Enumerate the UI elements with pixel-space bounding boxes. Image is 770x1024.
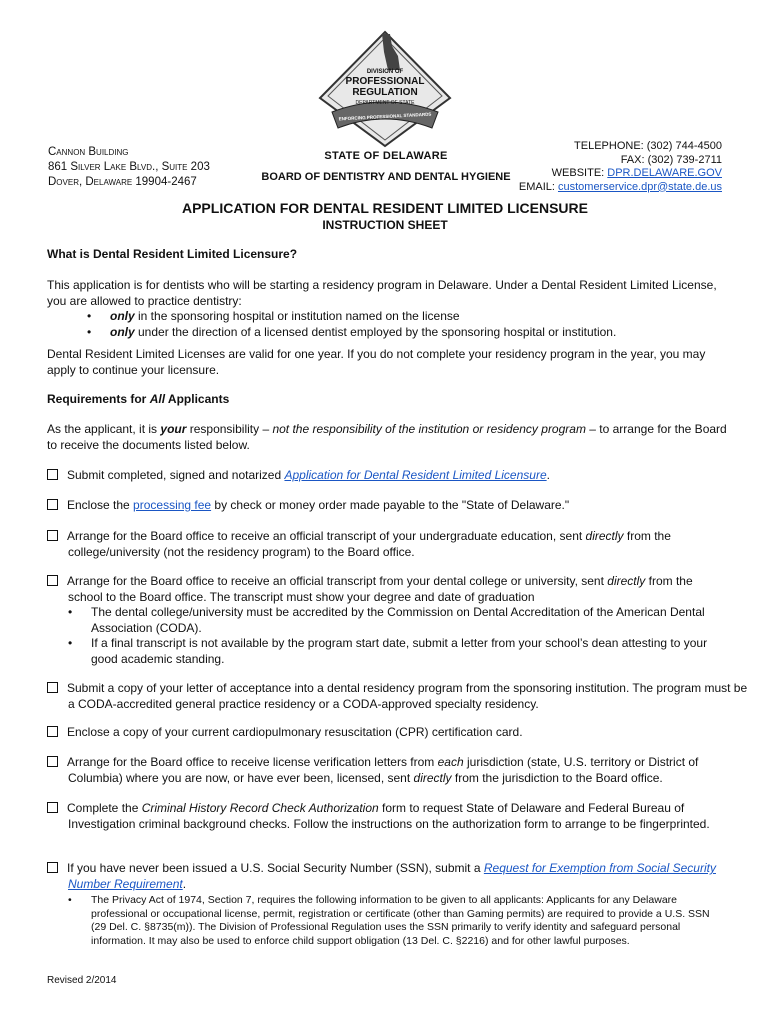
checklist-item-dental-transcript: Arrange for the Board office to receive an official transcript from your dental college or university, sent directly from the school to the Board office. The transcript must show your degree and date of graduation • The dental college/university must be accredited by the Commission on Dental Accreditation of the American Dental Association (CODA). • If a final transcript is not available by the program start date, submit a letter from your school’s dean attesting to your good academic standing. [47,574,727,667]
seal-banner-text: ENFORCING PROFESSIONAL STANDARDS [338,111,432,122]
checkbox[interactable] [47,862,58,873]
email-label: EMAIL: [518,180,558,193]
website-link[interactable]: DPR.DELAWARE.GOV [607,167,722,179]
email-link[interactable]: customerservice.dpr@state.de.us [557,180,722,193]
board-heading: BOARD OF DENTISTRY AND DENTAL HYGIENE [261,171,511,183]
list-item: • If a final transcript is not available by the program start date, submit a letter from your school’s dean attesting to your good academic standing. [68,636,727,667]
validity-section [47,347,727,378]
contact-info [519,140,722,194]
intro-text: This application is for dentists who will be starting a residency program in Delaware. Under a Dental Resident Limited License, you are allowed to practice dentistry: [47,278,717,308]
privacy-act-note [47,894,727,948]
telephone: TELEPHONE: (302) 744-4500 [574,140,722,152]
page-title: APPLICATION FOR DENTAL RESIDENT LIMITED LICENSURE [181,200,588,216]
licensure-question [47,247,727,263]
list-item: • The dental college/university must be accredited by the Commission on Dental Accreditation of the American Dental Association (CODA). [68,605,727,636]
checkbox[interactable] [47,726,58,737]
responsibility-text: As the applicant, it is your responsibility – not the responsibility of the institution or residency program – to arrange for the Board to receive the documents listed below. [47,422,727,452]
checklist-item-ssn: If you have never been issued a U.S. Social Security Number (SSN), submit a Request for Exemption from Social Security Number Requirement. • The Privacy Act of 1974, Section 7, requires the following information to be given to all applicants: Applicants for any Delaware professional or occupational license, permit, registration or certificate (other than Gaming permits) are required to provide a U.S. SSN (29 Del. C. §8735(m)). The Division of Professional Regulation uses the SSN primarily to verify identity and safeguard personal information. It may also be used to enforce child support obligation (13 Del. C. §2216) and for other lawful purposes. [47,861,727,948]
address-line-1: Cannon Building [48,146,129,158]
question-heading: What is Dental Resident Limited Licensure? [47,247,298,261]
requirements-heading: Requirements for All Applicants [47,392,230,406]
list-item: • only in the sponsoring hospital or institution named on the license [87,309,727,325]
checklist-item-fee: Enclose the processing fee by check or money order made payable to the "State of Delaware." [47,498,748,514]
state-heading: STATE OF DELAWARE [324,150,448,162]
seal-regulation-text: REGULATION [352,87,418,98]
checkbox[interactable] [47,469,58,480]
practice-bullets [47,309,727,340]
checklist-item-acceptance-letter: Submit a copy of your letter of acceptance into a dental residency program from the sponsoring institution. The program must be a CODA-accredited general practice residency or a CODA-approved specialty residency. [47,681,748,712]
address-line-3: Dover, Delaware 19904-2467 [48,176,197,188]
checklist-item-application: Submit completed, signed and notarized Application for Dental Resident Limited Licensure. [47,468,748,484]
seal-department-text: DEPARTMENT OF STATE [355,100,415,106]
checklist-item-verification: Arrange for the Board office to receive license verification letters from each jurisdiction (state, U.S. territory or District of Columbia) where you are now, or have ever been, licensed, sent directly from the jurisdiction to the Board office. [47,755,748,786]
page-subtitle: INSTRUCTION SHEET [322,218,448,232]
validity-text: Dental Resident Limited Licenses are valid for one year. If you do not complete your residency program in the year, you may apply to continue your licensure. [47,347,706,377]
checkbox[interactable] [47,575,58,586]
processing-fee-link[interactable]: processing fee [133,498,212,512]
checklist-item-undergrad-transcript: Arrange for the Board office to receive an official transcript of your undergraduate education, sent directly from the college/university (not the residency program) to the Board office. [47,529,748,560]
division-seal-logo [318,30,452,148]
ssn-exemption-link[interactable]: Request for Exemption from Social Security Number Requirement [68,861,716,891]
seal-division-text: DIVISION OF [366,69,404,75]
revision-date: Revised 2/2014 [47,975,117,986]
responsibility-section [47,422,727,453]
fax: FAX: (302) 739-2711 [620,153,722,166]
intro-section [47,278,727,340]
seal-professional-text: PROFESSIONAL [345,76,425,87]
checkbox[interactable] [47,530,58,541]
checklist-item-cpr: Enclose a copy of your current cardiopulmonary resuscitation (CPR) certification card. [47,725,748,741]
address-line-2: 861 Silver Lake Blvd., Suite 203 [48,161,210,173]
checkbox[interactable] [47,499,58,510]
checkbox[interactable] [47,682,58,693]
checkbox[interactable] [47,756,58,767]
checkbox[interactable] [47,802,58,813]
website-label: WEBSITE: [551,167,608,179]
list-item: • only under the direction of a licensed dentist employed by the sponsoring hospital or institution. [87,325,727,341]
checklist-item-background-check: Complete the Criminal History Record Check Authorization form to request State of Delaware and Federal Bureau of Investigation criminal background checks. Follow the instructions on the authorization form to arrange to be fingerprinted. [47,801,748,832]
application-link[interactable]: Application for Dental Resident Limited Licensure [284,468,547,482]
office-address [48,145,210,190]
transcript-subitems [47,605,727,667]
list-item: • The Privacy Act of 1974, Section 7, requires the following information to be given to all applicants: Applicants for any Delaware professional or occupational license, permit, registration or certificate (other than Gaming permits) are required to provide a U.S. SSN (29 Del. C. §8735(m)). The Division of Professional Regulation uses the SSN primarily to verify identity and safeguard personal information. It may also be used to enforce child support obligation (13 Del. C. §2216) and for other lawful purposes. [68,894,727,948]
